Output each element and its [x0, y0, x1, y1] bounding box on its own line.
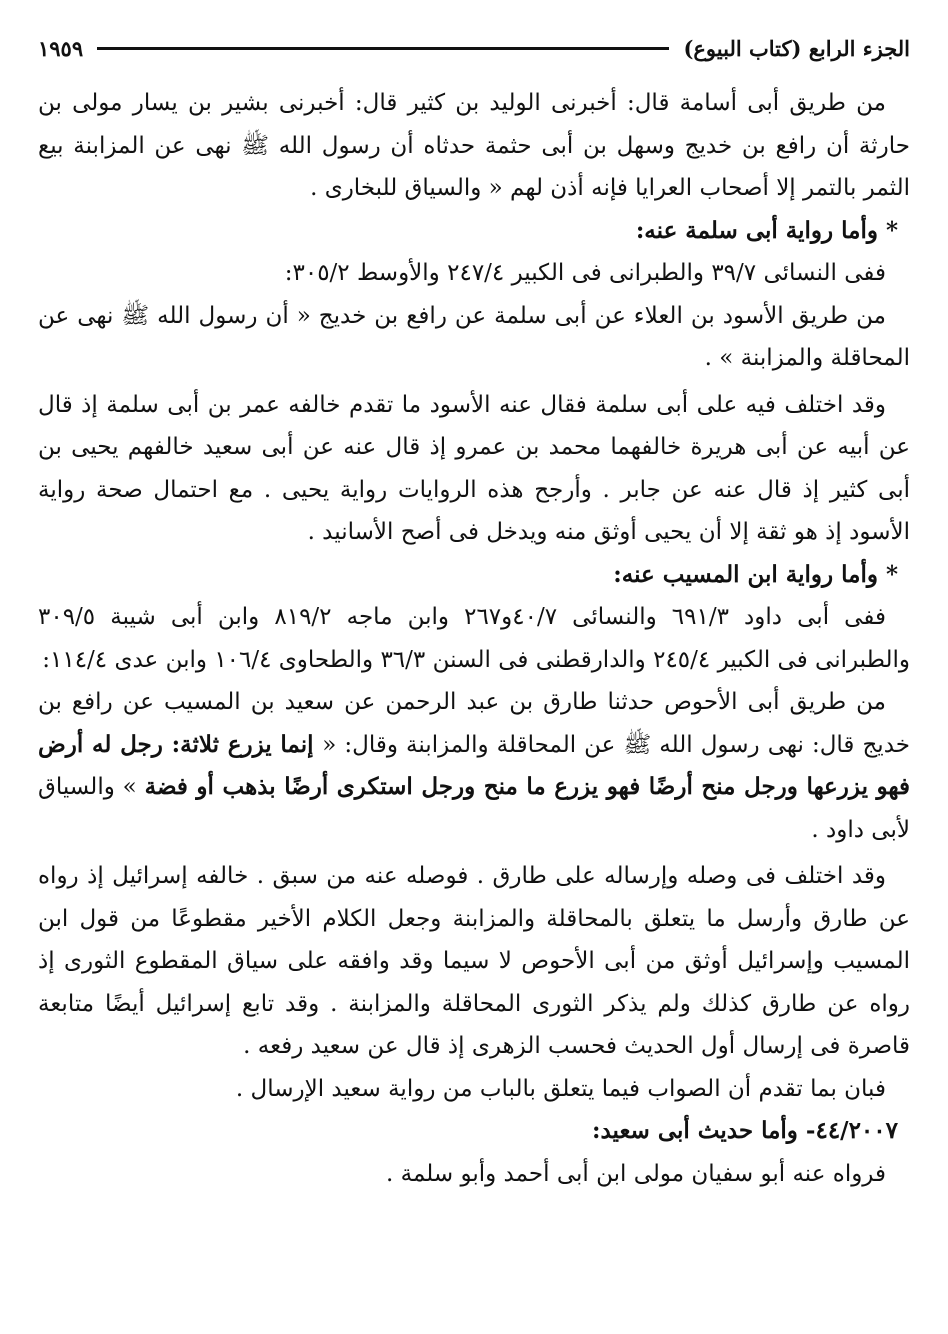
header-title: الجزء الرابع (كتاب البيوع)	[683, 35, 910, 61]
page-body	[38, 82, 910, 1195]
page-number: ١٩٥٩	[38, 35, 84, 61]
paragraph-abu-ahwas-chain	[38, 681, 910, 851]
hadith-text-bold: إنما يزرع ثلاثة: رجل له أرض فهو يزرعها ورجل منح أرضًا فهو يزرع ما منح ورجل استكرى أرضًا بذهب أو فضة	[38, 730, 911, 800]
paragraph-abu-said-narrators: فرواه عنه أبو سفيان مولى ابن أبى أحمد وأبو سلمة .	[386, 1160, 886, 1187]
header-rule	[97, 47, 669, 50]
paragraph-disagreement-abu-salama: وقد اختلف فيه على أبى سلمة فقال عنه الأسود ما تقدم خالفه عمر بن أبى سلمة إذ قال عن أبيه عن أبى هريرة خالفهما محمد بن عمرو إذ قال عنه عن أبى سعيد خالفهم يحيى بن أبى كثير إذ قال عنه عن جابر . وأرجح هذه الروايات رواية يحيى . مع احتمال صحة رواية الأسود إذ هو ثقة إلا أن يحيى أوثق منه ويدخل فى أصح الأسانيد .	[38, 391, 910, 545]
heading-ibn-musayyib: * وأما رواية ابن المسيب عنه:	[613, 560, 898, 588]
paragraph-conclusion: فبان بما تقدم أن الصواب فيما يتعلق بالباب من رواية سعيد الإرسال .	[235, 1075, 886, 1102]
document-page	[38, 28, 910, 1318]
paragraph-disagreement-tariq: وقد اختلف فى وصله وإرساله على طارق . فوصله عنه من سبق . خالفه إسرائيل إذ رواه عن طارق وأرسل ما يتعلق بالمحاقلة والمزابنة وجعل الكلام الأخير مقطوعًا من قول ابن المسيب وإسرائيل أوثق من أبى الأحوص لا سيما وقد وافقه على سياق المقطوع الثورى إذ رواه عن طارق كذلك ولم يذكر الثورى المحاقلة والمزابنة . وقد تابع إسرائيل أيضًا متابعة قاصرة فى إرسال أول الحديث فحسب الزهرى إذ قال عن سعيد رفعه .	[38, 863, 910, 1059]
paragraph-sources-ibn-musayyib: ففى أبى داود ٦٩١/٣ والنسائى ٤٠/٧و٢٦٧ وابن ماجه ٨١٩/٢ وابن أبى شيبة ٣٠٩/٥ والطبرانى فى الكبير ٢٤٥/٤ والدارقطنى فى السنن ٣٦/٣ والطحاوى ١٠٦/٤ وابن عدى ١١٤/٤:	[38, 604, 910, 673]
running-header	[38, 28, 910, 68]
paragraph-abu-usama: من طريق أبى أسامة قال: أخبرنى الوليد بن كثير قال: أخبرنى بشير بن يسار مولى بن حارثة أن رافع بن خديج وسهل بن أبى حثمة حدثاه أن رسول الله ﷺ نهى عن المزابنة بيع الثمر بالتمر إلا أصحاب العرايا فإنه أذن لهم « والسياق للبخارى .	[38, 90, 910, 201]
hadith-outro: » والسياق لأبى داود .	[38, 774, 910, 843]
heading-abu-salama: * وأما رواية أبى سلمة عنه:	[635, 216, 898, 244]
heading-abu-said: ٤٤/٢٠٠٧- وأما حديث أبى سعيد:	[591, 1117, 898, 1144]
paragraph-sources-abu-salama: ففى النسائى ٣٩/٧ والطبرانى فى الكبير ٢٤٧/٤ والأوسط ٣٠٥/٢:	[284, 260, 886, 286]
paragraph-aswad-chain: من طريق الأسود بن العلاء عن أبى سلمة عن رافع بن خديج « أن رسول الله ﷺ نهى عن المحاقلة والمزابنة » .	[38, 302, 910, 371]
hadith-intro: من طريق أبى الأحوص حدثنا طارق بن عبد الرحمن عن سعيد بن المسيب عن رافع بن خديج قال: نهى رسول الله ﷺ عن المحاقلة والمزابنة وقال: «	[38, 689, 910, 758]
